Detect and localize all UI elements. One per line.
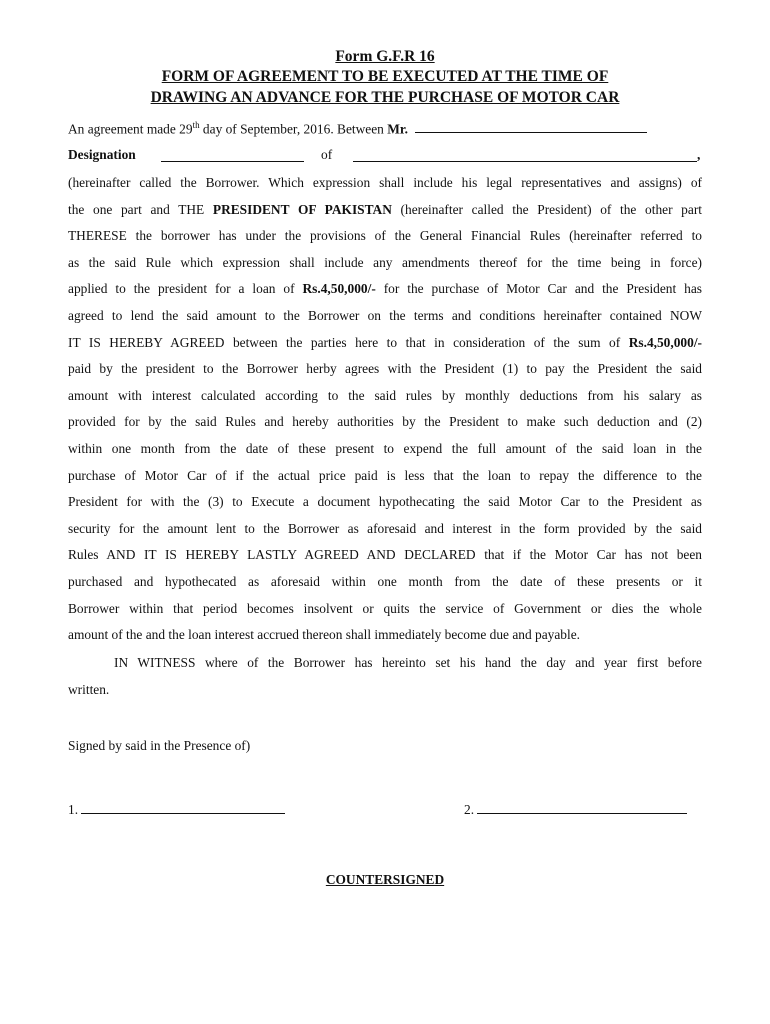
signed-presence: Signed by said in the Presence of) — [68, 738, 251, 753]
signature-1-field[interactable] — [81, 801, 285, 814]
sig2-label: 2. — [464, 802, 475, 817]
agreement-intro — [68, 120, 647, 137]
witness-signature-1 — [68, 801, 285, 818]
title-line-1: FORM OF AGREEMENT TO BE EXECUTED AT THE TIME OF — [161, 68, 609, 85]
designation-label: Designation — [68, 147, 136, 162]
body-line: President for with the (3) to Execute a document hypothecating the said Motor Car to the President as — [68, 494, 702, 510]
body-line — [68, 202, 702, 218]
body-line: paid by the president to the Borrower herby agrees with the President (1) to pay the President the said — [68, 361, 702, 377]
body-line: Rules AND IT IS HEREBY LASTLY AGREED AND DECLARED that if the Motor Car has not been — [68, 547, 702, 563]
body-line: purchase of Motor Car of if the actual price paid is less that the loan to repay the difference to the — [68, 467, 702, 483]
bold-term: Rs.4,50,000/- — [302, 281, 376, 297]
designation-field[interactable] — [161, 149, 304, 162]
body-line: provided for by the said Rules and hereby authorities by the President to make such deduction and (2) — [68, 414, 702, 430]
text-run: the one part and THE — [68, 201, 213, 217]
of-label: of — [321, 147, 333, 162]
borrower-name-field[interactable] — [415, 120, 647, 133]
witness-line-2: written. — [68, 682, 110, 697]
body-line: amount of the and the loan interest accrued thereon shall immediately become due and payable. — [68, 627, 580, 643]
intro-prefix: An agreement made 29 — [68, 121, 193, 137]
sig1-label: 1. — [68, 802, 79, 817]
designation-row — [68, 147, 702, 163]
body-line — [68, 335, 702, 351]
title-line-2: DRAWING AN ADVANCE FOR THE PURCHASE OF MOTOR CAR — [150, 89, 620, 106]
ordinal-suffix: th — [192, 120, 200, 130]
body-line: amount with interest calculated according to the said rules by monthly deductions from his salary as — [68, 387, 702, 403]
bold-term: Rs.4,50,000/- — [628, 334, 702, 350]
body-line: as the said Rule which expression shall include any amendments thereof for the time being in force) — [68, 254, 702, 270]
body-line: purchased and hypothecated as aforesaid within one month from the date of these presents or it — [68, 574, 702, 589]
countersigned-heading: COUNTERSIGNED — [325, 872, 445, 887]
designation-comma: , — [697, 147, 701, 162]
mr-label: Mr. — [387, 121, 408, 137]
intro-date: day of September, 2016. Between — [199, 121, 388, 137]
witness-line-1: IN WITNESS where of the Borrower has hereinto set his hand the day and year first before — [114, 655, 702, 670]
address-field[interactable] — [353, 149, 697, 162]
bold-term: PRESIDENT OF PAKISTAN — [212, 201, 392, 217]
body-line: (hereinafter called the Borrower. Which expression shall include his legal representatives and assigns) of — [68, 175, 702, 190]
body-line — [68, 281, 702, 297]
body-line: THERESE the borrower has under the provisions of the General Financial Rules (hereinafter referred to — [68, 228, 702, 244]
body-line: within one month from the date of these present to expend the full amount of the said loan in the — [68, 441, 702, 456]
form-number: Form G.F.R 16 — [335, 48, 435, 65]
text-run: applied to the president for a loan of — [68, 281, 303, 297]
body-line: agreed to lend the said amount to the Borrower on the terms and conditions hereinafter contained NOW — [68, 308, 702, 323]
text-run: IT IS HEREBY AGREED between the parties here to that in consideration of the sum of — [68, 334, 629, 350]
signature-2-field[interactable] — [477, 801, 687, 814]
text-run: (hereinafter called the President) of the other part — [391, 201, 703, 217]
body-line: Borrower within that period becomes insolvent or quits the service of Government or dies the whole — [68, 600, 702, 616]
body-line: security for the amount lent to the Borrower as aforesaid and interest in the form provided by the said — [68, 520, 702, 536]
text-run: for the purchase of Motor Car and the President has — [375, 281, 702, 297]
witness-signature-2 — [464, 801, 687, 818]
